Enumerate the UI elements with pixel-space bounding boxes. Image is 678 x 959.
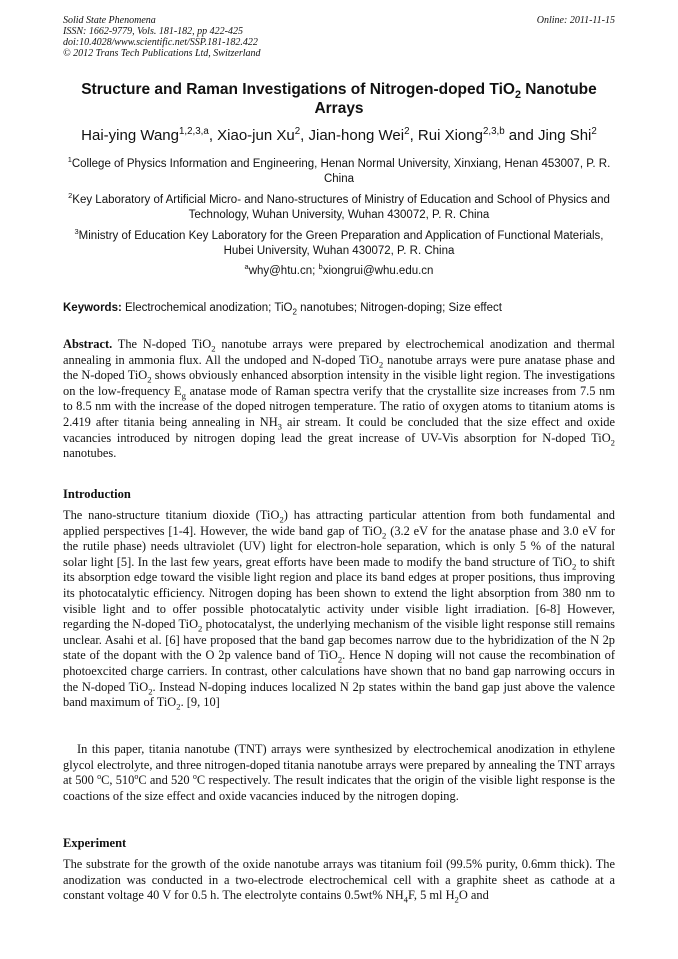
title-text-end: Nanotube Arrays xyxy=(314,81,597,117)
abstract-text: shows obviously enhanced absorption intensity in the visible light region. The investigations on the low-frequency E xyxy=(63,368,615,398)
author-affiliation-mark: 2 xyxy=(591,126,597,137)
abstract-text: air stream. It could be concluded that the size effect and oxide vacancies introduced by nitrogen doping lead the great increase of UV-Vis absorption for N-doped TiO xyxy=(63,414,615,445)
author-separator: , xyxy=(409,127,418,144)
author-name: Rui Xiong xyxy=(417,127,483,144)
author-separator: , xyxy=(208,127,218,144)
subscript: 2 xyxy=(148,686,153,696)
body-text: to shift its absorption edge toward the visible light region and place its band edges at proper positions, thus improving its photocatalytic efficiency. Nitrogen doping has been shown to extend the light absorption from 380 nm to visible light and to offer possible photocatalytic activity under visible light irradiation. [6-8] However, regarding the N-doped TiO xyxy=(63,554,615,632)
abstract-text: nanotubes. xyxy=(63,446,117,461)
author-separator: and xyxy=(504,127,539,144)
author-name: Jian-hong Wei xyxy=(308,127,405,144)
author-name: Hai-ying Wang xyxy=(81,127,179,144)
title-text: Structure and Raman Investigations of Nitrogen-doped TiO xyxy=(81,81,515,98)
subscript: g xyxy=(181,390,186,401)
issn-line: ISSN: 1662-9779, Vols. 181-182, pp 422-425 xyxy=(63,26,243,37)
author-affiliation-mark: 2 xyxy=(404,126,410,137)
introduction-paragraph-2 xyxy=(63,742,615,804)
author-affiliation-mark: 2,3,b xyxy=(482,126,505,137)
keywords-text: Electrochemical anodization; TiO xyxy=(121,302,293,314)
subscript: 2 xyxy=(279,514,284,525)
email-address[interactable]: xiongrui@whu.edu.cn xyxy=(322,265,434,277)
body-text: F, 5 ml H xyxy=(408,888,455,903)
body-text: . [9, 10] xyxy=(180,695,220,710)
author-affiliation-mark: 2 xyxy=(294,126,301,137)
body-text: . Instead N-doping induces localized N 2p states within the band gap just above the valence band maximum of TiO xyxy=(63,679,615,710)
subscript: 2 xyxy=(572,561,577,572)
affiliation-number: 2 xyxy=(68,191,73,201)
affiliation-number: 3 xyxy=(74,227,79,237)
body-text: The substrate for the growth of the oxide nanotube arrays was titanium foil (99.5% purity, 0.6mm thick). The anodization was conducted in a two-electrode electrochemical cell with a graphite sheet as cathode at a constant voltage 40 V for 0.5 h. The electrolyte contains 0.5wt% NH xyxy=(63,857,615,903)
affiliation-text: Key Laboratory of Artificial Micro- and Nano-structures of Ministry of Education and School of Physics and Technology, Wuhan University, Wuhan 430072, P. R. China xyxy=(72,194,610,221)
section-heading-experiment: Experiment xyxy=(63,836,127,850)
title-subscript: 2 xyxy=(514,89,521,102)
body-text: . Hence N doping will not cause the recombination of photoexcited charge carriers. In contrast, other calculations have shown that no band gap narrowing occurs in the N-doped TiO xyxy=(63,648,615,694)
copyright-line: © 2012 Trans Tech Publications Ltd, Switzerland xyxy=(63,48,261,59)
body-text: The nano-structure titanium dioxide (TiO xyxy=(63,508,280,522)
online-date: Online: 2011-11-15 xyxy=(536,15,615,26)
body-text: C and 520 xyxy=(138,773,193,788)
paper-title xyxy=(63,80,615,118)
journal-name: Solid State Phenomena xyxy=(63,15,156,26)
subscript: 2 xyxy=(292,307,297,317)
subscript: 2 xyxy=(198,623,203,634)
email-address[interactable]: why@htu.cn; xyxy=(248,265,319,277)
email-mark: b xyxy=(318,262,323,272)
body-text: C respectively. The result indicates that the origin of the visible light response is the coactions of the size effect and oxide vacancies induced by the nitrogen doping. xyxy=(63,773,615,803)
keywords xyxy=(63,301,615,316)
author-name: Xiao-jun Xu xyxy=(217,127,295,144)
abstract-text: nanotube arrays were pure anatase phase and the N-doped TiO xyxy=(63,352,615,383)
abstract-text: nanotube arrays were prepared by electrochemical anodization and thermal annealing in ammonia flux. All the undoped and N-doped TiO xyxy=(63,337,615,367)
body-text: C, 510 xyxy=(101,773,135,788)
affiliation-2 xyxy=(63,193,615,223)
body-text: (3.2 eV for the anatase phase and 3.0 eV for the rutile phase) needs ultraviolet (UV) light for electron-hole separation, which is only 5 % of the natural solar light [5]. In the last few years, great efforts have been made to modify the band structure of TiO xyxy=(63,523,615,569)
subscript: 2 xyxy=(454,894,459,905)
doi-line: doi:10.4028/www.scientific.net/SSP.181-182.422 xyxy=(63,37,258,48)
keywords-label: Keywords: xyxy=(63,302,122,314)
introduction-paragraph-1 xyxy=(63,508,615,711)
affiliation-3 xyxy=(63,229,615,259)
email-line xyxy=(63,264,615,279)
abstract-text: The N-doped TiO xyxy=(112,337,212,351)
email-mark: a xyxy=(244,262,249,272)
body-text: ) has attracting particular attention from both fundamental and applied perspectives [1-4]. However, the wide band gap of TiO xyxy=(63,508,615,538)
abstract-text: anatase mode of Raman spectra verify that the crystallite size increases from 7.5 nm to 8.5 nm with the increase of the doped nitrogen temperature. The ratio of oxygen atoms to titanium atoms is 2.419 after titania being annealing in NH xyxy=(63,383,616,429)
abstract xyxy=(63,337,615,462)
abstract-label: Abstract. xyxy=(63,337,113,351)
degree-mark: o xyxy=(134,772,139,782)
author-list xyxy=(63,127,615,145)
section-heading-introduction: Introduction xyxy=(63,487,131,501)
experiment-paragraph xyxy=(63,857,615,904)
body-text: In this paper, titania nanotube (TNT) arrays were synthesized by electrochemical anodization in ethylene glycol electrolyte, and three nitrogen-doped titania nanotube arrays were prepared by annealing the TNT arrays at 500 xyxy=(63,742,615,788)
subscript: 2 xyxy=(211,343,216,354)
body-text: photocatalyst, the underlying mechanism of the visible light response still remains unclear. Asahi et al. [6] have proposed that the band gap becomes narrow due to the hybridization of the N 2p state of the dopant with the O 2p valence band of TiO xyxy=(63,617,615,663)
subscript: 2 xyxy=(337,654,343,665)
degree-mark: o xyxy=(192,772,197,782)
author-separator: , xyxy=(300,127,309,144)
subscript: 4 xyxy=(403,894,408,905)
subscript: 2 xyxy=(610,437,615,448)
author-affiliation-mark: 1,2,3,a xyxy=(178,126,209,137)
affiliation-text: College of Physics Information and Engineering, Henan Normal University, Xinxiang, Henan 453007, P. R. China xyxy=(71,158,611,185)
affiliation-1 xyxy=(63,157,615,187)
keywords-text: nanotubes; Nitrogen-doping; Size effect xyxy=(296,302,502,314)
affiliation-text: Ministry of Education Key Laboratory for the Green Preparation and Application of Functional Materials, Hubei University, Wuhan 430072, P. R. China xyxy=(78,230,604,257)
author-name: Jing Shi xyxy=(538,127,592,144)
subscript: 2 xyxy=(147,374,152,385)
affiliation-number: 1 xyxy=(67,155,72,165)
subscript: 2 xyxy=(378,359,384,370)
body-text: O and xyxy=(458,888,489,903)
subscript: 3 xyxy=(277,421,282,432)
subscript: 2 xyxy=(176,701,181,712)
subscript: 2 xyxy=(382,530,387,541)
journal-header xyxy=(63,15,615,59)
degree-mark: o xyxy=(97,772,102,782)
